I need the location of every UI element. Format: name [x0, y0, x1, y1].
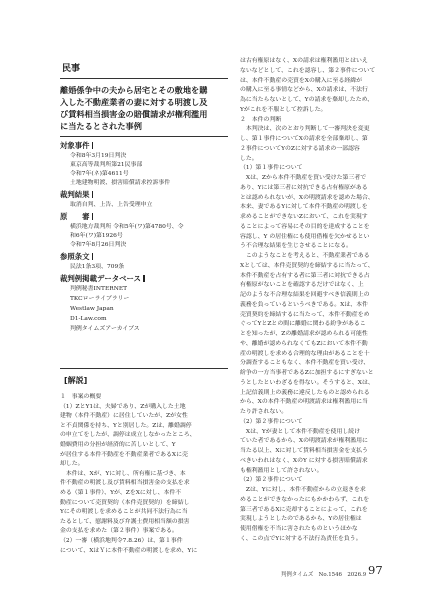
text-line: Zは、Yに対し、本件不動産からの立退きを求 — [240, 487, 366, 493]
text-line: 紛争の一方当事者であるZに加担するにすぎないと — [240, 370, 374, 376]
text-line: たるとして、慰謝料及び弁護士費用相当額の損害 — [60, 518, 190, 525]
text-line: の申立てをしたが、調停は成立しなかったところ、 — [60, 432, 196, 439]
section-bar-icon — [143, 275, 145, 282]
info-target-1: 令和8年3月19日判決 — [70, 153, 127, 159]
text-line: Xとしては、本件売買契約を締結するに当たって、 — [240, 262, 374, 269]
section-result — [60, 190, 93, 199]
text-line: （2）一審（横浜地判令7.8.26）は、第１事件 — [60, 538, 183, 544]
info-origin-3: 令和7年8月26日判決 — [70, 242, 127, 248]
text-line: 分調査することもなく、本件不動産を買い受け、 — [240, 360, 370, 367]
genre-label: 民事 — [62, 64, 81, 74]
text-line: 婚姻費用の分担が経済的に苦しいとして、Y — [60, 442, 176, 448]
text-line: 義務を負っているというべきである。Xは、本件 — [240, 301, 368, 308]
genre-rule — [60, 78, 228, 79]
text-line: は、本件不動産の売買をXの購入に至る経緯が — [240, 77, 363, 84]
text-line: 売買契約を締結するに当たって、本件不動産をめ — [240, 311, 370, 318]
section-bar-icon — [92, 253, 94, 260]
text-line: （1）ZとY1は、夫婦であり、Zが購入した土地 — [60, 403, 186, 410]
text-line: 記のような不合理な結果を回避すべき信義則上の — [240, 292, 370, 298]
info-media-4: D1-Law.com — [70, 316, 107, 322]
text-line: このようなことを考えると、不動産業者である — [240, 253, 370, 259]
text-line: 本判決は、次のとおり判断して一審判決を変更 — [240, 126, 370, 133]
info-target-3: 令和7年(ネ)第4611号 — [70, 171, 129, 177]
text-line: く、この点でYに対する不法行為責任を負う。 — [240, 535, 362, 542]
text-line: うとしたといわざるを得ない。そうすると、Xは、 — [240, 379, 374, 386]
text-line: の購入に至る事情などから、Xの請求は、不法行 — [240, 87, 368, 94]
text-line: とは認められないが、Xの明渡請求を認めた場合、 — [240, 194, 374, 201]
text-line: 当たる以上、Xに対して賃料相当損害金を支払う — [240, 448, 368, 454]
case-title-line-3: び賃料相当損害金の賠償請求が権利濫用 — [60, 109, 208, 119]
text-line: した。 — [240, 155, 258, 162]
text-line: ぐってYとZとの間に離婚に関わる紛争があるこ — [240, 321, 366, 328]
section-media-label: 裁判例掲載データベース — [60, 274, 141, 283]
section-origin-label: 原 審 — [60, 212, 90, 221]
text-line: めることができなかったにもかかわらず、これを — [240, 496, 370, 503]
text-line: 容認し、Y の居住権にも使用借権を欠かせるとい — [240, 233, 370, 240]
text-line: Yにその明渡しを求めることが共同不法行為に当 — [60, 509, 188, 516]
section-bar-icon — [92, 142, 94, 149]
text-line: （2）第２事件について — [240, 418, 303, 425]
text-line: 本来、妻であるYに対して本件不動産の明渡しを — [240, 204, 368, 211]
text-line: （1）第１事件について — [240, 165, 303, 172]
text-line: Xは、Yが妻として本件不動産を使用し続け — [240, 428, 361, 435]
case-title-line-1: 離婚係争中の夫から居宅とその敷地を購 — [60, 85, 208, 95]
section-origin — [60, 212, 93, 221]
section-media — [60, 274, 145, 283]
section-result-label: 裁判結果 — [60, 190, 90, 199]
info-media-2: TKCローライブラリー — [70, 296, 130, 302]
section-bar-icon — [92, 191, 94, 198]
text-line: 本件不動産を占有する者に第三者に対抗できる占 — [240, 272, 370, 279]
text-line: 上記信義則上の義務に違反したものと認められる — [240, 389, 370, 396]
text-line: 金の支払を求めた（第２事件）事案である。 — [60, 528, 178, 535]
info-origin-2: 和6年(ワ)第1926号 — [70, 233, 123, 239]
info-media-1: 判例秘書INTERNET — [70, 286, 128, 292]
text-line: める（第１事件）、Yが、ZをXに対し、本件不 — [60, 490, 182, 496]
text-line: 実現しようとしたのであるから、Yの居住権は — [240, 516, 362, 523]
text-line: や、離婚が認められなくてもZにおいて本件不動 — [240, 340, 368, 347]
info-reference-1: 民法1条3項、709条 — [70, 264, 125, 270]
section-bar-icon — [92, 213, 94, 220]
text-line: ２事件についてYのZに対する請求の一部認容 — [240, 145, 360, 152]
page-number: 97 — [368, 563, 383, 577]
text-line: 件不動産の明渡し及び賃料相当損害金の支払を求 — [60, 480, 190, 487]
info-media-3: Westlaw Japan — [70, 306, 114, 312]
info-result-1: 取消自判、上告、上告受理申立 — [70, 202, 153, 208]
section-reference-label: 参照条文 — [60, 252, 90, 261]
text-line: べきいわれはなく、XのY に対する損害賠償請求 — [240, 457, 368, 464]
case-title-line-2: 入した不動産業者の妻に対する明渡し及 — [60, 97, 208, 107]
text-line: １ 事案の概要 — [60, 394, 102, 400]
info-media-5: 判例タイムズアーカイブス — [70, 326, 140, 332]
title-rule — [60, 136, 228, 137]
text-line: ていた者であるから、Xの明渡請求が権利濫用に — [240, 438, 368, 445]
text-line: 使用借権を不当に害されたものというほかな — [240, 526, 358, 532]
text-line: 為に当たらないとして、Yの請求を棄却したため、 — [240, 97, 374, 103]
commentary-rule — [60, 368, 228, 369]
info-target-4: 土地建物明渡、損害賠償請求控訴事件 — [70, 180, 171, 186]
journal-footer: 判例タイムズ No.1546 2026.9 — [281, 572, 367, 578]
text-line: について、XはＹに本件不動産の明渡しを求め、Yに — [60, 547, 198, 554]
text-line: が居住する本件不動産を不動産業者であるXに売 — [60, 451, 188, 458]
text-line: は古有権原はなく、Xの請求は権利濫用とはいえ — [240, 58, 368, 64]
text-line: Xは、Zから本件不動産を買い受けた第三者で — [240, 175, 367, 181]
text-line: 第三者であるXに売却することによって、これを — [240, 506, 368, 513]
text-line: ２ 本件の判断 — [240, 116, 282, 123]
text-line: と不貞関係を持ち、Yと別居した。Zは、離婚調停 — [60, 422, 192, 429]
text-line: 有権原がないことを確認するだけではなく、上 — [240, 282, 364, 289]
text-line: 本件は、Xが、Yに対し、所有権に基づき、本 — [60, 470, 186, 477]
text-line: 却した。 — [60, 461, 84, 468]
section-target-label: 対象事件 — [60, 141, 90, 150]
text-line: 動産について売買契約（本件売買契約）を締結し — [60, 499, 190, 506]
text-line: から、Xの本件不動産の明渡請求は権利濫用に当 — [240, 399, 368, 406]
section-reference — [60, 252, 93, 261]
text-line: Yがこれを不服として控訴した。 — [240, 106, 327, 113]
text-line: たり許されない。 — [240, 409, 288, 415]
text-line: あり、Yには第三者に対抗できる占有権原がある — [240, 184, 368, 191]
text-line: 産の明渡しを求める合理的な理由があることを十 — [240, 350, 370, 357]
info-origin-1: 横浜地方裁判所 令和5年(ワ)第4780号、令 — [70, 224, 184, 230]
case-title-line-4: に当たるとされた事例 — [60, 121, 142, 131]
text-line: 求めることができないZにおいて、これを実現す — [240, 214, 368, 220]
text-line: とを知ったが、Zの離婚請求が認められる可能性 — [240, 331, 368, 337]
text-line: 建物（本件不動産）に居住していたが、Zが女性 — [60, 413, 188, 420]
section-target-case — [60, 141, 93, 150]
text-line: も権利濫用として許されない。 — [240, 467, 323, 474]
text-line: （2）第２事件について — [240, 477, 303, 484]
text-line: ないなどとして、これを認容し、第２事件について — [240, 67, 376, 74]
commentary-heading: [解説] — [64, 376, 88, 385]
text-line: ることによって容易にその目的を達成することを — [240, 223, 370, 230]
text-line: う不合理な結果を生じさせることになる。 — [240, 243, 352, 250]
info-target-2: 東京高等裁判所第21民事部 — [70, 162, 143, 168]
text-line: し、第１事件についてXの請求を全部棄却し、第 — [240, 136, 368, 142]
